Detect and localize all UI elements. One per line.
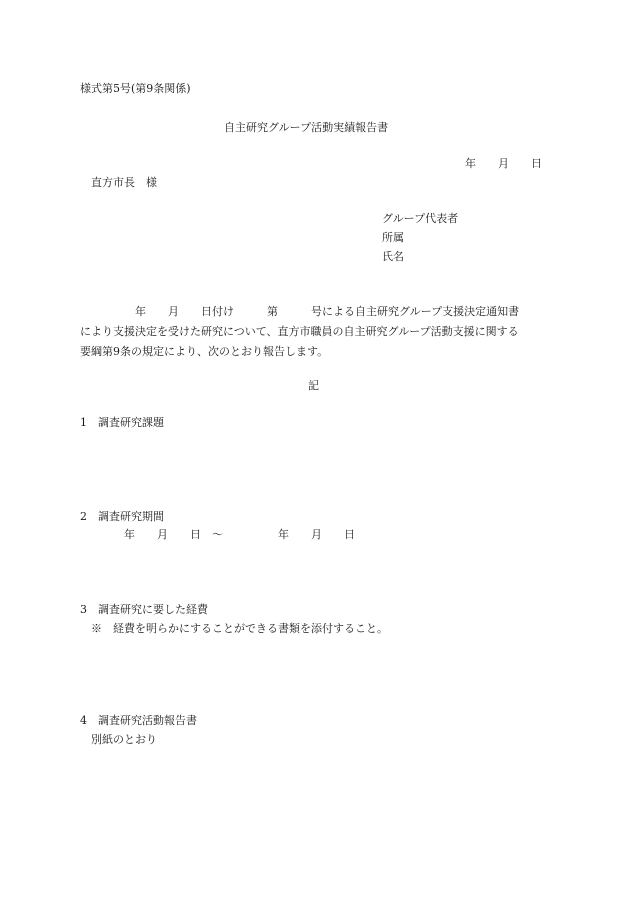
document-title: 自主研究グループ活動実績報告書 (224, 121, 389, 134)
affiliation-label: 所属 (382, 231, 404, 244)
item-2-heading: 2 調査研究期間 (80, 510, 164, 523)
paragraph-line-1: 年 月 日付け 第 号による自主研究グループ支援決定通知書 (80, 305, 520, 318)
item-1-heading: 1 調査研究課題 (80, 416, 164, 429)
item-3-heading: 3 調査研究に要した経費 (80, 603, 208, 616)
form-number: 様式第5号(第9条関係) (80, 82, 191, 95)
representative-label: グループ代表者 (382, 212, 459, 225)
paragraph-line-2: により支援決定を受けた研究について、直方市職員の自主研究グループ活動支援に関する (80, 325, 519, 338)
report-paragraph (80, 302, 552, 362)
item-4-heading: 4 調査研究活動報告書 (80, 714, 197, 727)
paragraph-line-3: 要綱第9条の規定により、次のとおり報告します。 (80, 345, 329, 358)
name-label: 氏名 (382, 250, 404, 263)
item-3-note: ※ 経費を明らかにすることができる書類を添付すること。 (91, 622, 388, 635)
item-2-period: 年 月 日 ～ 年 月 日 (80, 528, 355, 541)
item-4-detail: 別紙のとおり (91, 733, 157, 746)
ki-mark: 記 (308, 379, 319, 392)
addressee: 直方市長 様 (91, 176, 157, 189)
date-line: 年 月 日 (465, 157, 542, 170)
